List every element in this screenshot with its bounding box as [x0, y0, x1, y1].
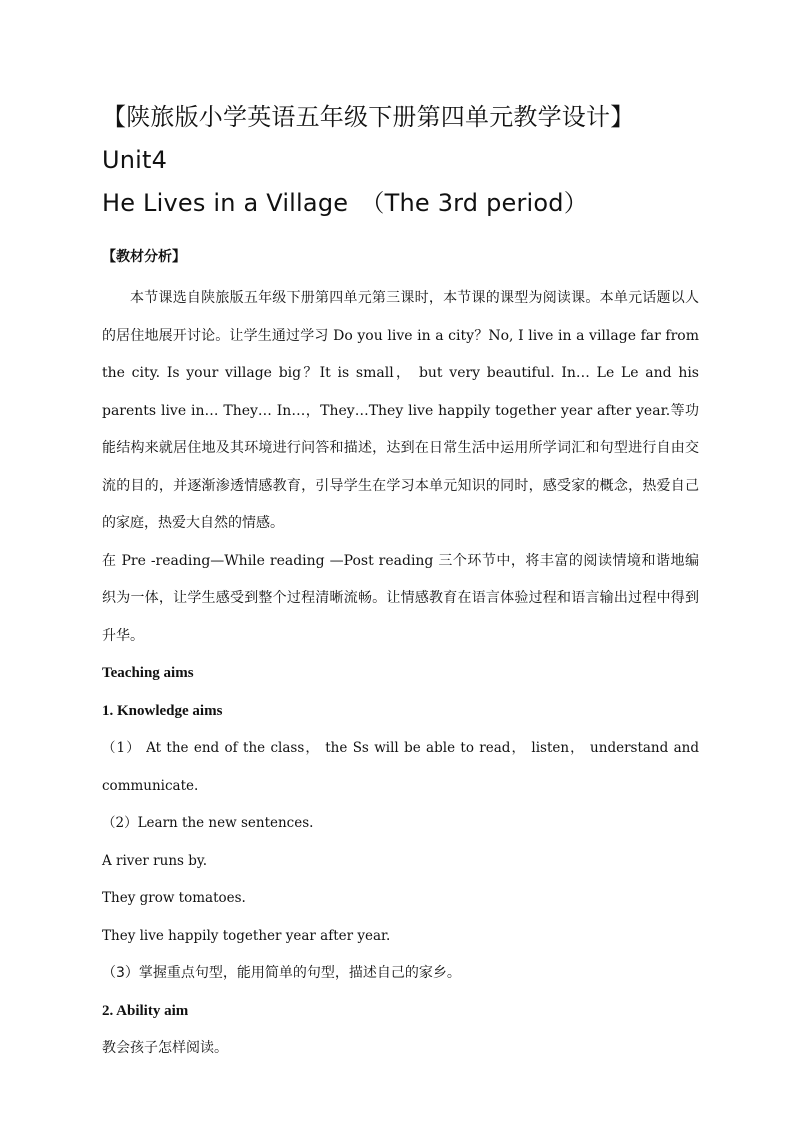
knowledge-item-1-line-1: （1） At the end of the class， the Ss will be able to read， listen， understand and — [102, 740, 699, 756]
paragraph-reading-stages: 在 Pre -reading—While reading —Post reading 三个环节中，将丰富的阅读情境和谐地编织为一体，让学生感受到整个过程清晰流畅。让情感教育在语言体验过程和语言输出过程中得到升华。 — [102, 552, 699, 644]
example-sentence-2: They grow tomatoes. — [102, 890, 246, 906]
example-sentence-3: They live happily together year after year. — [102, 927, 391, 944]
heading-teaching-aims: Teaching aims — [102, 665, 194, 681]
heading-knowledge-aims: 1. Knowledge aims — [102, 702, 223, 719]
heading-ability-aim: 2. Ability aim — [102, 1002, 189, 1019]
knowledge-item-3: （3）掌握重点句型，能用简单的句型，描述自己的家乡。 — [102, 965, 461, 981]
ability-aim-text: 教会孩子怎样阅读。 — [102, 1040, 228, 1056]
section-heading-materials: 【教材分析】 — [102, 249, 186, 265]
title-line-1: 【陕旅版小学英语五年级下册第四单元教学设计】Unit4 — [102, 103, 635, 174]
document-title — [102, 96, 699, 225]
title-line-2: He Lives in a Village （The 3rd period） — [102, 189, 588, 217]
example-sentence-1: A river runs by. — [102, 852, 208, 869]
paragraph-materials-analysis: 本节课选自陕旅版五年级下册第四单元第三课时，本节课的课型为阅读课。本单元话题以人的居住地展开讨论。让学生通过学习 Do you live in a city？No, I live in a village far from the city. Is your village big？It is small， but very beautiful. In… Le Le and his parents live in… They… In…，They…They live happily together year after year.等功能结构来就居住地及其环境进行问答和描述，达到在日常生活中运用所学词汇和句型进行自由交流的目的，并逐渐渗透情感教育，引导学生在学习本单元知识的同时，感受家的概念，热爱自己的家庭，热爱大自然的情感。 — [102, 290, 699, 531]
knowledge-item-1-line-2: communicate. — [102, 777, 199, 794]
document-body — [102, 96, 699, 1068]
knowledge-item-2: （2）Learn the new sentences. — [102, 815, 314, 831]
